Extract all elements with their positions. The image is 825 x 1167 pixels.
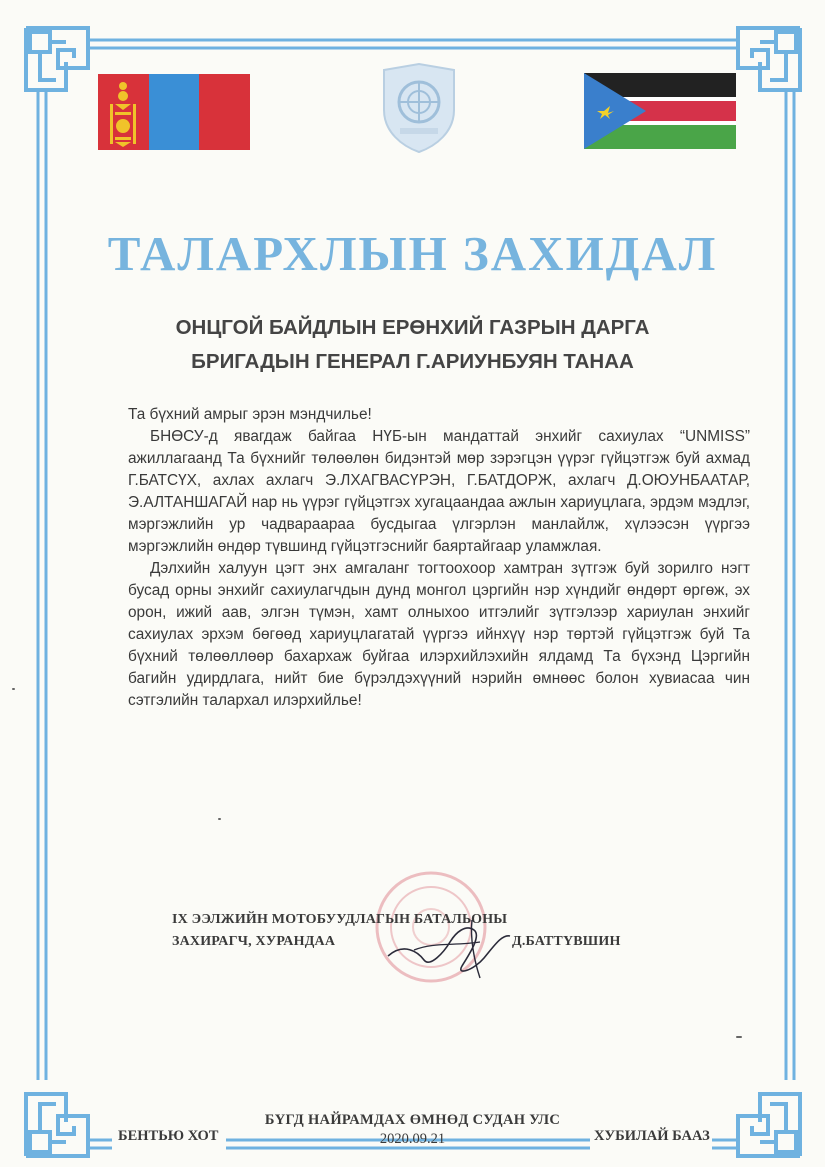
south-sudan-flag — [584, 73, 736, 149]
emblem-shield-icon — [378, 62, 460, 154]
signatory-name: Д.БАТТҮВШИН — [512, 934, 621, 949]
letter-body — [128, 404, 750, 712]
footer-base: ХУБИЛАЙ БААЗ — [594, 1128, 710, 1144]
greeting-line: Та бүхний амрыг эрэн мэндчилье! — [128, 406, 372, 423]
handwritten-signature — [384, 912, 520, 982]
footer-city: БЕНТЬЮ ХОТ — [118, 1128, 219, 1144]
footer-date: 2020.09.21 — [379, 1131, 446, 1147]
body-paragraph-2: Дэлхийн халуун цэгт энх амгаланг тогтоохоор хамтран зүтгэж буй зорилго нэгт бусад орны энхийг сахиулагчдын дунд монгол цэргийн нэр хүндийг өндөрт өргөж, эх орон, ижий аав, элгэн түмэн, хамт олныхоо итгэлийг зүтгэлээр хариулан энхийг сахиулах эрхэм бөгөөд хариуцлагатай үүргээ ийнхүү нэр төртэй гүйцэтгэж буй Та бүхний төлөөллөөр бахархаж буйгаа илэрхийлэхийн ялдамд Та бүхэнд Цэргийн багийн удирдлага, нийт бие бүрэлдэхүүний нэрийн өмнөөс болон хувиасаа чин сэтгэлийн талархал илэрхийлье! — [128, 560, 750, 709]
signatory-rank: ЗАХИРАГЧ, ХУРАНДАА — [172, 934, 336, 949]
paper-speck — [12, 688, 15, 690]
letter-title: ТАЛАРХЛЫН ЗАХИДАЛ — [107, 226, 718, 281]
paper-speck — [218, 818, 221, 820]
signatory-unit: IX ЭЭЛЖИЙН МОТОБУУДЛАГЫН БАТАЛЬОНЫ — [172, 912, 508, 927]
mongolia-flag — [98, 74, 250, 150]
paper-speck — [736, 1036, 742, 1038]
footer-country: БҮГД НАЙРАМДАХ ӨМНӨД СУДАН УЛС — [264, 1112, 561, 1128]
body-paragraph-1: БНӨСУ-д явагдаж байгаа НҮБ-ын мандаттай энхийг сахиулах “UNMISS” ажиллагаанд Та бүхнийг төлөөлөн бидэнтэй мөр зэрэгцэн үүрэг гүйцэтгэж буй ахмад Г.БАТСҮХ, ахлах ахлагч Э.ЛХАГВАСҮРЭН, Г.БАТДОРЖ, ахлагч Д.ОЮУНБААТАР, Э.АЛТАНШАГАЙ нар нь үүрэг гүйцэтгэх хугацаандаа ажлын хариуцлага, эрдэм мэдлэг, мэргэжлийн ур чадвараараа бусдыгаа үлгэрлэн манлайлж, хүлээсэн үүргээ мэргэжлийн өндөр түвшинд гүйцэтгэснийг баяртайгаар уламжлая. — [128, 428, 750, 555]
addressee-line-1: ОНЦГОЙ БАЙДЛЫН ЕРӨНХИЙ ГАЗРЫН ДАРГА — [175, 316, 650, 339]
addressee-line-2: БРИГАДЫН ГЕНЕРАЛ Г.АРИУНБУЯН ТАНАА — [191, 350, 634, 373]
